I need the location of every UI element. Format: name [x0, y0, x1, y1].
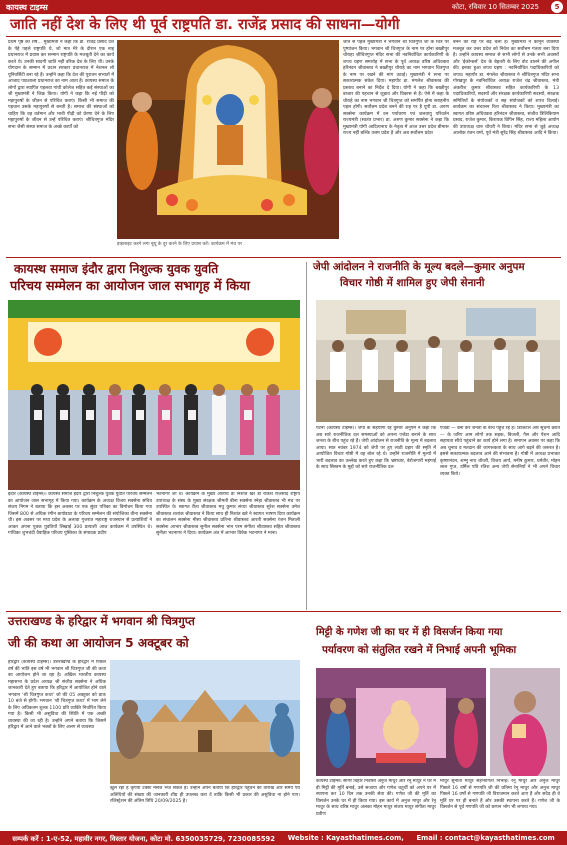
haridwar-temple-image [110, 660, 300, 784]
story1-rule [6, 36, 561, 37]
footer-website[interactable]: Website : Kayasthatimes.com, [287, 834, 404, 842]
story5-headline-line1: मिट्टी के गणेश जी का घर में ही विसर्जन किया गया [316, 627, 503, 638]
story4-headline-line1: उत्तराखण्ड के हरिद्वार में भगवान श्री चित्रगुप्त [8, 614, 195, 628]
story2-col2: भटनागर जी थे। कार्यक्रम के मुख्य अतिथि डॉ निशांत खरे डॉ राकेश राजसाद राष्ट्रीय उपाध्यक्ष के संस्थ के मुख्य संरक्षक श्रीमती बीना सक्सेना स्नेहा श्रीवास्तव भी मंच पर उपस्थित थे। स्वागत रीता श्रीवास्तव मधु कुमार संध्या श्रीवास्तव सुरेश सक्सेना उमेश श्रीवास्तव शशांक श्रीवास्तव ने किया साथ ही निशांत खरे ने स्वागत भाषण दिया कार्यक्रम का संचालन सक्सेना मीसा श्रीवास्तव प्रतिभा श्रीवास्तव आरती सक्सेना रंजन मिताली सक्सेना आभार श्रीवास्तव सुनील सक्सेना भान परम संगीता श्रीवास्तव सहित श्रीवास्तव सुनीता भटनागर ने दिया। कार्यक्रम अंत में आभार विवेक भटनागर ने माना। [156, 492, 300, 537]
masthead-date: कोटा, रविवार 10 सितम्बर 2025 [451, 2, 539, 11]
page-number: 5 [551, 1, 563, 13]
story5-photo-right [490, 668, 560, 776]
story1-photo-caption: हाइलाइट करने लगा बूधू के दूर करने के लिए प्रयास करें। कार्यक्रम में मंच पर [117, 242, 242, 247]
goshthi-image [316, 300, 560, 422]
story2-col1: इंदौर (कायस्थ टाइम्स)। कायस्थ समाज इंदौर द्वारा निशुल्क युवक युवति परिचय सम्मेलन का आयोजन जाल सभागृह में किया गया। कार्यक्रम के अध्यक्ष विजय सक्सेना सचिव संजय निगम ने बताया कि इस अवसर पर एक सुंदर पत्रिका का विमोचन किया गया जिसमें 800 से अधिक रंगीन बायोडाटा के परिचय सम्मेलन की संयोजिका वीना सक्सेना थी। इस अवसर पर मध्य प्रदेश के अलावा गुजरात महाराष्ट्र राजस्थान से प्रत्याशियों ने आकर अपना युवक युवतियों लिखाई 300 प्रत्याशी आज कार्यक्रम में उपस्थित थे। गांधिका शुभचंदी वैवाहिक परिचय पुस्तिका के संपादक प्रदीप [8, 492, 152, 537]
story4-headline-line2: जी की कथा आ आयोजन 5 अक्टूबर को [8, 636, 189, 650]
sammelan-stage-image [8, 300, 300, 490]
ganesh-idol-image [316, 668, 486, 776]
section-divider-1 [6, 257, 561, 258]
story2-headline-line2: परिचय सम्मेलन का आयोजन जाल सभागृह में किया [10, 279, 250, 294]
story1-photo [117, 40, 339, 239]
story5-headline-line2: पर्यावरण को संतुलित रखने में निभाई अपनी भूमिका [322, 644, 517, 656]
story5-col1: कायस्थ टाइम्स। सागर विहार निवासी अनुज माथुर और रेनू माथुर ने घर में ही मिट्टी की मूर्ति बनाई, उसे सजाया और गणेश चतुर्थी को अपने घर में स्थापना कर 10 दिन तक उनकी सेवा की। गणेश जी की मूर्ति का विसर्जन उनके घर में ही किया गया। इस कार्य में अनुज माथुर और रेनू माथुर के साथ वरिष्ठ माथुर अलका मोहन माथुर संजय माथुर संगीता माथुर प्रवीण [316, 779, 436, 817]
footer-contact-bar [0, 831, 567, 845]
column-divider [306, 262, 307, 610]
masthead-brand: कायस्थ टाइम्स [6, 2, 48, 12]
story4-photo [110, 660, 300, 784]
story3-photo [316, 300, 560, 422]
story3-headline-line1: जेपी आंदोलन ने राजनीति के मूल्य बदले—कुमार अनुपम [313, 261, 525, 273]
footer-email[interactable]: Email : contact@kayasthatimes.com [416, 834, 555, 842]
story4-col1: हरिद्वार (कायस्थ टाइम्स)। उत्तराखण्ड के हरिद्वार में पिछले वर्ष की भांति इस वर्ष भी भगवान श्री चित्रगुप्त जी की कथा का आयोजन होने जा रहा है। अखिल भारतीय कायस्थ महासभा के प्रदेश अध्यक्ष श्री संजीव सक्सेना ने अधिक जानकारी देते हुए बताया कि हरिद्वार में आयोजित होने वाले भगवान 'श्री चित्रगुप्त कथा' जो की 05 अक्टूबर को प्रातः 10 बजे से होगी। भगवान 'श्री चित्रगुप्त कथा' में भाग लेने के लिए अधिकतम शुल्क 1100 प्रति व्यक्ति निर्धारित किया गया है। किसी भी असुविधा की स्थिति में एक अच्छी व्यवस्था की जा रही है। उन्होंने अपने बताया कि जिसमें हरिद्वार में आने वाले भक्तों के लिए अलग से व्यवस्था [8, 660, 106, 731]
story3-col1: पटना (कायस्थ टाइम्स)। जेपी के सहयोगी रहे कुमार अनुपम ने कहा कि अब सारे राजनीतिक दल समस्याओं को अपना एजेंडा बनाने के साथ जनता के बीच पहुंच रहे हैं। जेपी आंदोलन से राजनीति के मूल्य में बदलाव आया। सात नवंबर 1974 को जेपी पर हुए लाठी प्रहार की स्मृति में आयोजित विचार गोष्ठी में वह बोल रहे थे। उन्होंने राजनीति में मूल्यों में भारी बदलाव का उल्लेख करते हुए कहा कि भ्रष्टाचार, बेरोजगारी महंगाई के साथ सिस्तम के मुद्दों को सारे राजनीतिक दल [316, 426, 436, 471]
story1-headline: जाति नहीं देश के लिए थी पूर्व राष्ट्रपति डा. राजेंद्र प्रसाद की साधना—योगी [10, 16, 400, 33]
story2-photo [8, 300, 300, 490]
story1-col1: प्रथम पृष्ठ का शेष... मुख्यमंत्री ने कहा कि डा. राजेंद्र प्रसाद देश के पेहे पहले राष्ट्रपति थे, जो मात्र मेरे के दौरान एक नाइ प्रधानराज में प्रवास कर सन्मान राष्ट्रपति के मजबूती देने का कार्य करते थे। उनकी सादगी जाति नहीं वरिक देश के लिए थी। उनके योगदान के सम्मान में प्रदान सरकार प्रधानराज में नेशनल लॉ यूनिवर्सिटी बना रहे हैं। उन्होंने कहा कि देश की पुरातन सभ्यतों में आजाद पाठशाला प्रधानराज का नाम आता है। कायस्थ समाज के लोगों द्वारा स्थापित पहलवा गांधी कोलेज सहित कई संस्थाओं का श्री मुख्यमंत्री ने जिक्र किया। योगी ने कहा कि नई पीढ़ी को महापुरुषों के जीवन से परिचित कराएं। किसी भी समाज की पहचान उसके महापुरुषों से बनती है। समाज की संस्थाओं को चाहिए कि वह वर्तमान और भावी पीढ़ी को प्रेरणा देने के लिए महापुरुषों के जीवन से उन्हें परिचित कराएं। श्रीचित्रगुप्त मंदिर सभा जैसी संस्था समाज के अच्छे कार्यों को [8, 40, 114, 130]
woman-with-idol-image [490, 668, 560, 776]
story4-col2: खुल रहा है कृपया टेक्स्ट मैसेज भेज सकते है। उन्होंने अपने बताया कि हरिद्वार पहुँचने की तारीख और समय एवं अतिथियों की संख्या की जानकारी शीघ्र ही उपलब्ध करा दें ताकि किसी भी प्रकार की असुविधा ना होने पाए। रजिस्ट्रेशन की अंतिम तिथि 20/09/2025 है। [110, 786, 300, 805]
story5-photo-left [316, 668, 486, 776]
story5-col2: माथुर सुनीता माथुर सहभागिता निभाई। रेनू माथुर और अनुज माथुर पिछले 16 वर्षों से गणपति जी की प्रतिमा रेनू माथुर और अनुज माथुर पिछले 16 वर्षों से गणपति जी विराजमान करते आए हैं और सदैव ही वे मूर्ति घर पर ही बनाते हैं और उसकी स्थापना करते हैं। गणेश जी के विसर्जन से पूर्व गणपति जी को छप्पन भोग भी लगाया गया। [440, 779, 560, 811]
story1-col3: जाने से पहले मुख्यमंत्री ने भगवान श्री चित्रगुप्त जी के चित्र पर पुष्पांजन किया। भगवान श्री चित्रगुप्त के नाम पर होना बख्तीपुर चौराहा श्रीचित्रगुप्त मंदिर सभा की नवनिर्वाचित कार्यकारिणी के शपथ ग्रहण समारोह में सभा के पूर्व अध्यक्ष वरिष्ठ अधिवक्ता हरिनंदन श्रीवास्तव ने बख्तीपुर चौराहे का नाम भगवान चित्रगुप्त के नाम पर रखने की मांग उठाई। मुख्यमंत्री ने सभा पर सकारात्मक संकेत दिया। महापौर डा. मंगलेश श्रीवास्तव की प्रस्ताव बनाने का निर्देश दे दिया। योगी ने कहा कि बख्तीपुर बाजार की पहचान से जुड़ाव और विकास से है। ऐसे में कहा के चौराहे का नाम भगवान श्री चित्रगुप्त को समर्पित होना सराहनीय पहल होगी। सर्वोत्तम प्रदेश बनने की राह पर है यूपी डा. अरुण सक्सेना कार्यक्रम में वन पर्यावरण एवं जलवायु परिवर्तन राज्यमंत्री (स्वतंत्र प्रभार) डा. अरुण कुमार सक्सेना ने कहा कि मुख्यमंत्री योगी आदित्यनाथ के नेतृत्व में आज उत्तर प्रदेश बीमारू राज्य नहीं बल्कि उत्तम प्रदेश है और अब सर्वोत्तम प्रदेश [343, 40, 449, 137]
temple-ceremony-image [117, 40, 339, 239]
footer-address: सम्पर्क करें : 1-ए-52, महावीर नगर, विस्तार योजना, कोटा मो. 6350035729, 7230085592 [12, 834, 276, 843]
masthead [0, 0, 567, 14]
story3-headline-line2: विचार गोष्ठी में शामिल हुए जेपी सेनानी [340, 277, 485, 289]
story1-col4: बनने की राह पर बढ़ चला है। मुख्यमंत्री ने कानून व्यवस्था मजबूत कर उत्तर प्रदेश को निवेश का सर्वोत्तम गंतव्य बना दिया है। उन्होंने कायस्थ समाज से सभी लोगों से उनके सभी अवसरों और 'ईकोन्डर्स' देश के बेहतरी के लिए वोट डालने की अपील की। इनका हुआ शपथ ग्रहण : नवनिर्वाचित पदाधिकारियों को शपथ। महापौर डा. मंगलेश श्रीवास्तव ने श्रीचित्रगुप्त मंदिर सभा गोरखपुर के नवनिर्वाचित अध्यक्ष राजेश चंद्र श्रीवास्तव, मंत्री अंकरीश कुमार श्रीवास्तव सहित कार्यकारिणी के 13 पदाधिकारियों, सदस्यों और संरक्षक कार्यकारिणी सदस्यों, संरक्षक समितियों के संयोजकों व सह संयोजकों को शपथ दिलाई। कार्यक्रम का संचालन रिता श्रीवास्तव ने किया। मुख्यमंत्री का स्वागत वरिष्ठ अधिवक्ता हरिनंदन श्रीवास्तव, संजीव त्रिलिकियाम प्रसाद, राजेश कुमार, किरायक विपिन सिंह, राज्य महिला आयोग की उपाध्यक्ष चारु चौधरी ने किया। मंदिर सभा से जुड़े अध्यक्ष आलोक रंजन वर्मा, पूर्व मंत्री सुरेंद्र सिंह श्रीवास्तव आदि ने किया। [453, 40, 559, 137]
section-divider-2 [6, 611, 561, 612]
story3-col2: एजेंडा — बना कर जनता के बीच पहुंच रहे हैं। डिजिटल और सूचना क्रांति — के जरिए आम लोगों तक सड़क, बिजली, गैस और पेंशन आदि सहायता सीधे पहुंचाने का कार्य होने लगा है। समापन अवसर पर कहा कि अब चुनाव व मतदान की जागरूकता के साथ आगे बढ़ने की जरूरत है। इससे सकारात्मक बदलाव आने की संभावना है। गोष्ठी में अध्यक्ष प्रभाकर कृष्णानंदन, शम्भु नाथ चौधरी, विजय आर्य, मनीष कुमार, धर्मवीर, मोहन लाल गुप्त, उर्मिल पति रतिश अन्य जेपी सेनानियों ने भी अपने विचार व्यक्त किये। [440, 426, 560, 477]
story2-headline-line1: कायस्थ समाज इंदौर द्वारा निशुल्क युवक युवति [14, 262, 219, 276]
